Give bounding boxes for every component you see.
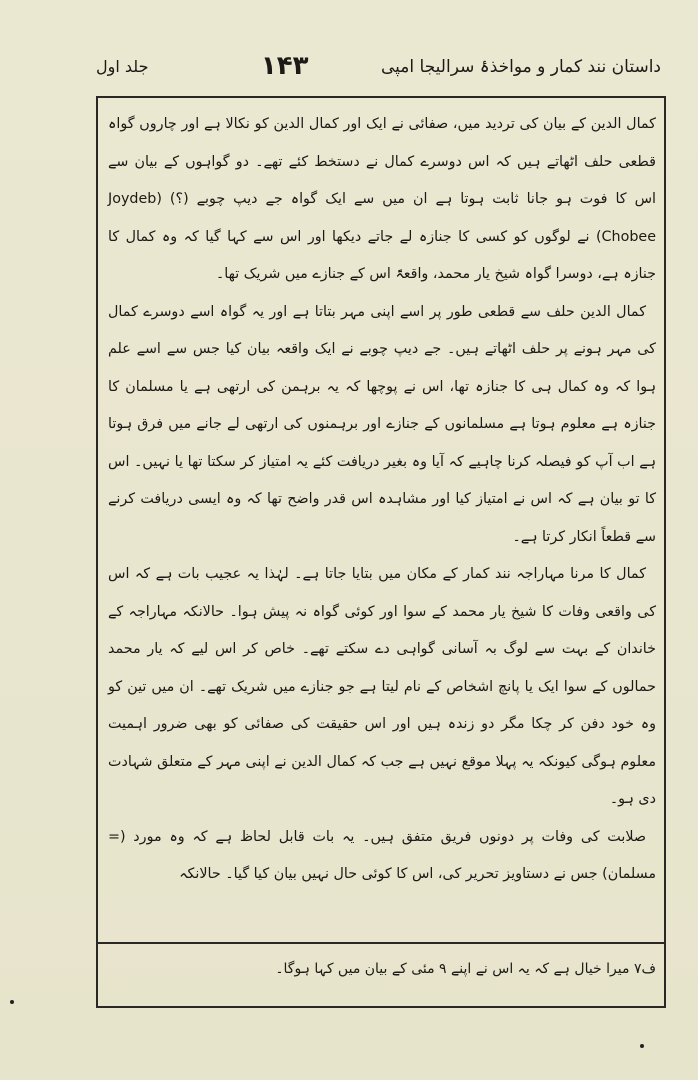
paragraph: کمال الدین کے بیان کی تردید میں، صفائی نے ایک اور کمال الدین کو نکالا ہے اور چاروں گواہ قطعی حلف اٹھاتے ہیں کہ اس دوسرے کمال نے دستخط کئے تھے۔ دو گواہوں کے بیان سے اس کا فوت ہو جانا ثابت ہوتا ہے ان میں سے ایک گواہ جے دیپ چوبے (؟) (Joydeb Chobee) نے لوگوں کو کسی کا جنازہ لے جاتے دیکھا اور اس سے کہا گیا کہ وہ کمال کا جنازہ ہے، دوسرا گواہ شیخ یار محمد، واقعۃً اس کے جنازے میں شریک تھا۔ [108,116,656,282]
volume-label: جلد اول [96,56,149,76]
body-text [108,106,656,894]
footnote: ف۷ میرا خیال ہے کہ یہ اس نے اپنے ۹ مئی کے بیان میں کہا ہوگا۔ [275,961,656,977]
footnote-divider [96,942,666,944]
paragraph: کمال الدین حلف سے قطعی طور پر اسے اپنی مہر بتاتا ہے اور یہ گواہ اسے دوسرے کمال کی مہر ہونے پر حلف اٹھاتے ہیں۔ جے دیپ چوبے نے ایک واقعہ بیان کیا جس سے اسے علم ہوا کہ وہ کمال ہی کا جنازہ تھا، اس نے پوچھا کہ یہ برہمن کی ارتھی ہے یا مسلمان کا جنازہ ہے معلوم ہوتا ہے مسلمانوں کے جنازے اور برہمنوں کی ارتھی لے جانے میں فرق ہوتا ہے اب آپ کو فیصلہ کرنا چاہیے کہ آیا وہ بغیر دریافت کئے یہ امتیاز کر سکتا تھا یا نہیں۔ اس کا تو بیان ہے کہ اس نے امتیاز کیا اور مشاہدہ اس قدر واضح تھا کہ وہ ایسی دریافت کرنے سے قطعاً انکار کرتا ہے۔ [108,303,656,545]
scan-speck [640,1044,644,1048]
running-head-title: داستان نند کمار و مواخذۂ سرالیجا امپی [380,56,661,77]
running-head [96,46,661,86]
page-number: ۱۴۳ [260,51,309,81]
paragraph: صلابت کی وفات پر دونوں فریق متفق ہیں۔ یہ بات قابل لحاظ ہے کہ وہ مورد (= مسلمان) جس نے دستاویز تحریر کی، اس کا کوئی حال نہیں بیان کیا گیا۔ حالانکہ [108,828,656,882]
paragraph: کمال کا مرنا مہاراجہ نند کمار کے مکان میں بتایا جاتا ہے۔ لہٰذا یہ عجیب بات ہے کہ اس کی واقعی وفات کا شیخ یار محمد کے سوا اور کوئی گواہ نہ پیش ہوا۔ حالانکہ مہاراجہ کے خاندان کے بہت سے لوگ بہ آسانی گواہی دے سکتے تھے۔ خاص کر اس لیے کہ یار محمد حمالوں کے سوا ایک یا پانچ اشخاص کے نام لیتا ہے جو جنازے میں شریک تھے۔ ان میں تین کو وہ خود دفن کر چکا مگر دو زندہ ہیں اور اس حقیقت کی صفائی کو بھی ضرور اہمیت معلوم ہوگی کیونکہ یہ پہلا موقع نہیں ہے جب کہ کمال الدین نے اپنی مہر کے متعلق شہادت دی ہو۔ [108,566,656,807]
scan-speck [10,1000,14,1004]
